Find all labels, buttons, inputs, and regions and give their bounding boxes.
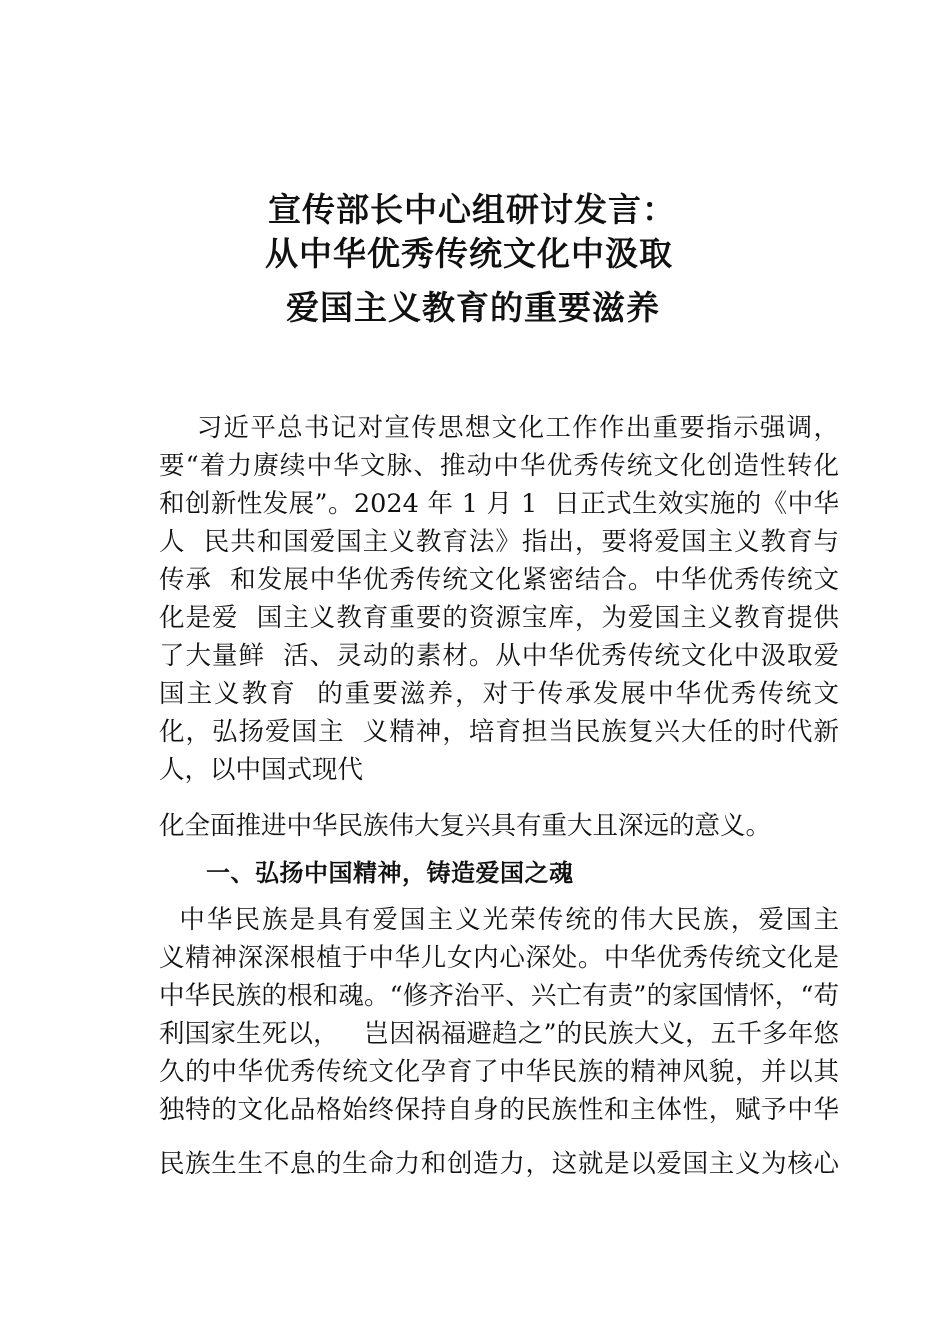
document-title [0, 188, 950, 330]
paragraph-2-line: 民族生生不息的生命力和创造力，这就是以爱国主义为核心 [159, 1149, 839, 1179]
paragraph-1-line: 化是爱 国主义教育重要的资源宝库，为爱国主义教育提供 [159, 603, 839, 633]
paragraph-1-line: 了大量鲜 活、灵动的素材。从中华优秀传统文化中汲取爱 [159, 641, 839, 671]
paragraph-1-line: 人 民共和国爱国主义教育法》指出，要将爱国主义教育与 [159, 527, 839, 557]
paragraph-2-line: 义精神深深根植于中华儿女内心深处。中华优秀传统文化是 [159, 943, 839, 973]
paragraph-1-line: 习近平总书记对宣传思想文化工作作出重要指示强调， [159, 413, 839, 443]
paragraph-1-line: 国主义教育 的重要滋养，对于传承发展中华优秀传统文 [159, 679, 839, 709]
paragraph-1-line: 化全面推进中华民族伟大复兴具有重大且深远的意义。 [159, 811, 772, 841]
paragraph-2-line: 久的中华优秀传统文化孕育了中华民族的精神风貌，并以其 [159, 1057, 839, 1087]
paragraph-1-line: 化，弘扬爱国主 义精神，培育担当民族复兴大任的时代新 [159, 717, 839, 747]
paragraph-2-line: 中华民族是具有爱国主义光荣传统的伟大民族，爱国主 [159, 905, 839, 935]
paragraph-1-line: 要“着力赓续中华文脉、推动中华优秀传统文化创造性转化 [159, 451, 839, 481]
title-line-3: 爱国主义教育的重要滋养 [286, 288, 660, 327]
paragraph-1-line: 和创新性发展”。2024 年 1 月 1 日正式生效实施的《中华 [159, 489, 839, 519]
paragraph-1-line: 人，以中国式现代 [159, 755, 364, 785]
title-line-1: 宣传部长中心组研讨发言： [268, 190, 676, 229]
section-heading: 一、弘扬中国精神，铸造爱国之魂 [206, 859, 574, 887]
paragraph-1-line: 传承 和发展中华优秀传统文化紧密结合。中华优秀传统文 [159, 565, 839, 595]
paragraph-2-line: 独特的文化品格始终保持自身的民族性和主体性，赋予中华 [159, 1095, 839, 1125]
title-line-2: 从中华优秀传统文化中汲取 [265, 234, 673, 273]
paragraph-2-line: 中华民族的根和魂。“修齐治平、兴亡有责”的家国情怀，“苟 [159, 981, 839, 1011]
paragraph-2-line: 利国家生死以， 岂因祸福避趋之”的民族大义，五千多年悠 [159, 1019, 839, 1049]
